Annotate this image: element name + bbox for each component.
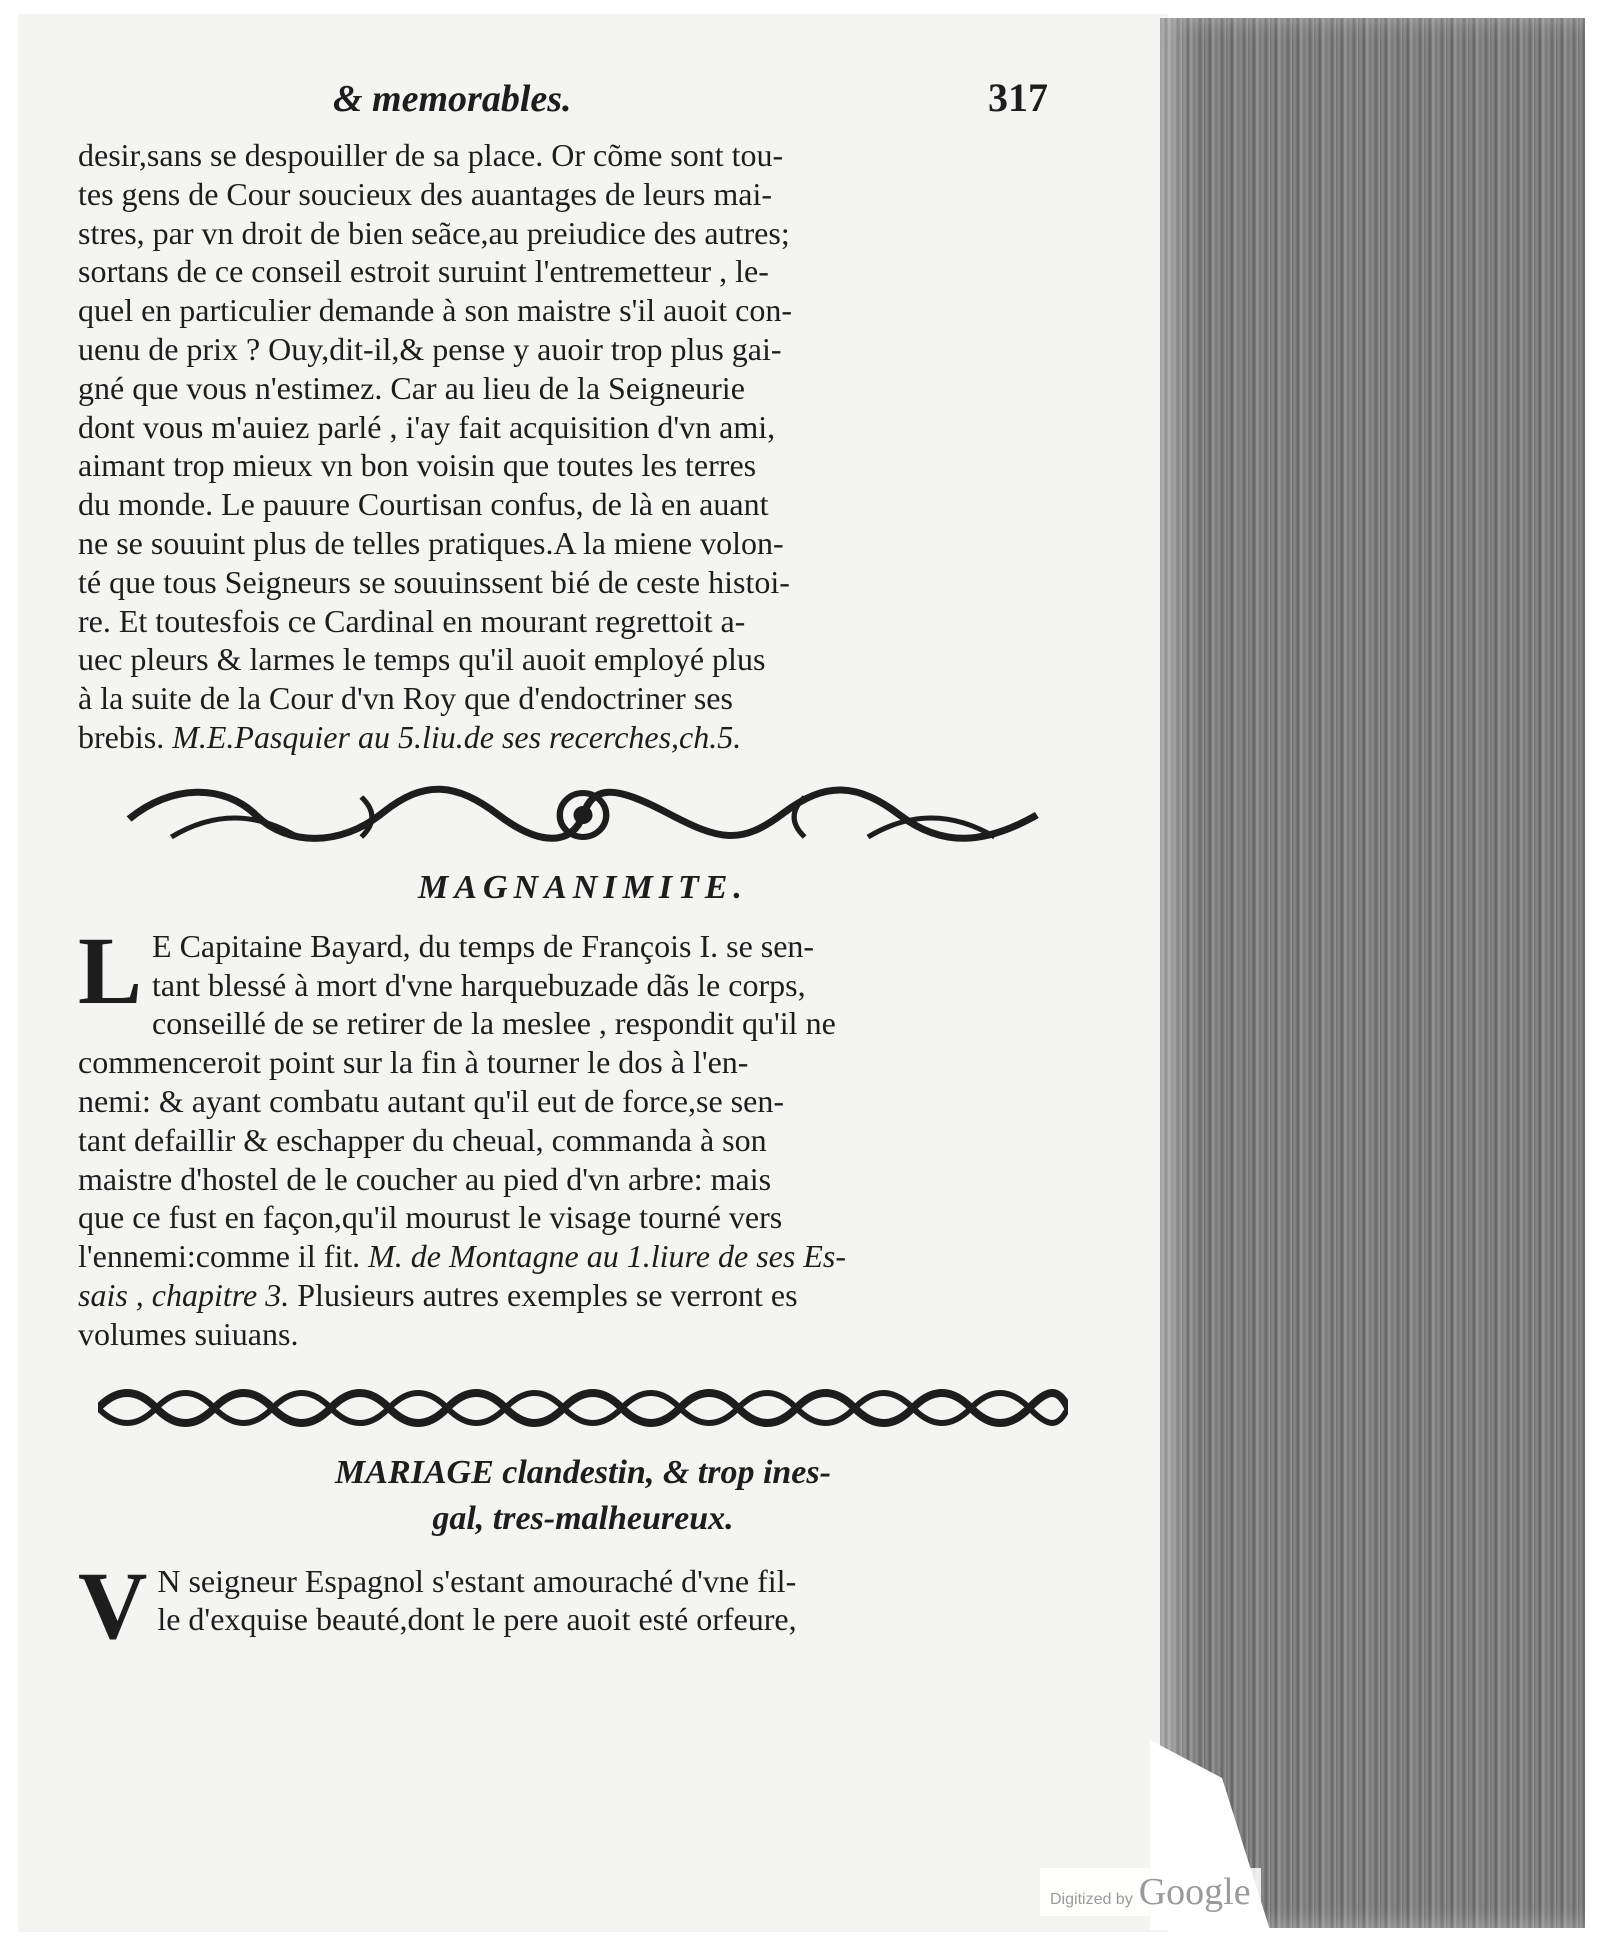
line-text: Plusieurs autres exemples se verront es (297, 1276, 798, 1313)
text-line: commenceroit point sur la fin à tourner le dos à l'en- (78, 1044, 749, 1081)
text-line: tes gens de Cour soucieux des auantages de leurs mai- (78, 175, 773, 212)
book-page-edges (1160, 18, 1585, 1928)
text-line: quel en particulier demande à son maistre s'il auoit con- (78, 292, 792, 329)
text-line: le d'exquise beauté,dont le pere auoit esté orfeure, (157, 1601, 797, 1638)
scroll-ornament-icon (108, 779, 1058, 851)
text-line: tant defaillir & eschapper du cheual, commanda à son (78, 1121, 767, 1158)
text-line: conseillé de se retirer de la meslee , respondit qu'il ne (152, 1005, 836, 1042)
running-head (78, 74, 1088, 136)
text-line: té que tous Seigneurs se souuinssent bié de ceste histoi- (78, 563, 790, 600)
text-line: uenu de prix ? Ouy,dit-il,& pense y auoir trop plus gai- (78, 330, 782, 367)
section-title (78, 1450, 1088, 1542)
ornamental-band (98, 1384, 1068, 1432)
text-line-with-citation (78, 1276, 1088, 1315)
title-line: gal, tres-malheureux. (432, 1499, 734, 1537)
text-line-with-citation (78, 1237, 1088, 1276)
citation: M.E.Pasquier au 5.liu.de ses recerches,ch.5. (172, 718, 742, 755)
text-line: aimant trop mieux vn bon voisin que toutes les terres (78, 447, 757, 484)
watermark-brand: Google (1138, 1871, 1251, 1913)
page-number: 317 (988, 75, 1048, 120)
digitized-watermark (1040, 1868, 1261, 1916)
text-line: re. Et toutesfois ce Cardinal en mourant regrettoit a- (78, 602, 746, 639)
section-paragraph (78, 916, 1088, 1354)
section-title: MAGNANIMITE. (418, 868, 748, 906)
section-paragraph (78, 1551, 1088, 1659)
watermark-prefix: Digitized by (1050, 1891, 1133, 1908)
text-line: maistre d'hostel de le coucher au pied d'vn arbre: mais (78, 1160, 772, 1197)
running-title: & memorables. (333, 78, 572, 120)
text-line: à la suite de la Cour d'vn Roy que d'endoctriner ses (78, 680, 733, 717)
line-text: brebis. (78, 718, 165, 755)
text-line: sortans de ce conseil estroit suruint l'entremetteur , le- (78, 253, 769, 290)
citation: sais , chapitre 3. (78, 1276, 290, 1313)
text-line: volumes suiuans. (78, 1315, 299, 1352)
line-text: l'ennemi:comme il fit. (78, 1238, 361, 1275)
text-line: gné que vous n'estimez. Car au lieu de la Seigneurie (78, 369, 745, 406)
book-page (18, 14, 1168, 1932)
ornamental-headpiece (108, 779, 1058, 851)
text-line: uec pleurs & larmes le temps qu'il auoit employé plus (78, 641, 766, 678)
knot-band-icon (98, 1384, 1068, 1432)
text-line: dont vous m'auiez parlé , i'ay fait acquisition d'vn ami, (78, 408, 776, 445)
text-line: que ce fust en façon,qu'il mourust le visage tourné vers (78, 1199, 783, 1236)
page-text (78, 74, 1088, 1659)
text-line: N seigneur Espagnol s'estant amouraché d'vne fil- (157, 1562, 797, 1599)
text-line: nemi: & ayant combatu autant qu'il eut de force,se sen- (78, 1082, 784, 1119)
text-line: ne se souuint plus de telles pratiques.A la miene volon- (78, 524, 784, 561)
citation: M. de Montagne au 1.liure de ses Es- (368, 1238, 846, 1275)
drop-cap: V (78, 1551, 148, 1659)
drop-cap: L (78, 916, 143, 1024)
text-line: du monde. Le pauure Courtisan confus, de là en auant (78, 486, 769, 523)
paragraph-continued (78, 136, 1088, 757)
text-line: desir,sans se despouiller de sa place. Or cõme sont tou- (78, 137, 784, 173)
title-line: MARIAGE clandestin, & trop ines- (335, 1453, 831, 1491)
text-line: tant blessé à mort d'vne harquebuzade dãs le corps, (152, 966, 806, 1003)
text-line-with-citation (78, 718, 1088, 757)
text-line: E Capitaine Bayard, du temps de François I. se sen- (152, 927, 815, 964)
text-line: stres, par vn droit de bien seãce,au preiudice des autres; (78, 214, 790, 251)
